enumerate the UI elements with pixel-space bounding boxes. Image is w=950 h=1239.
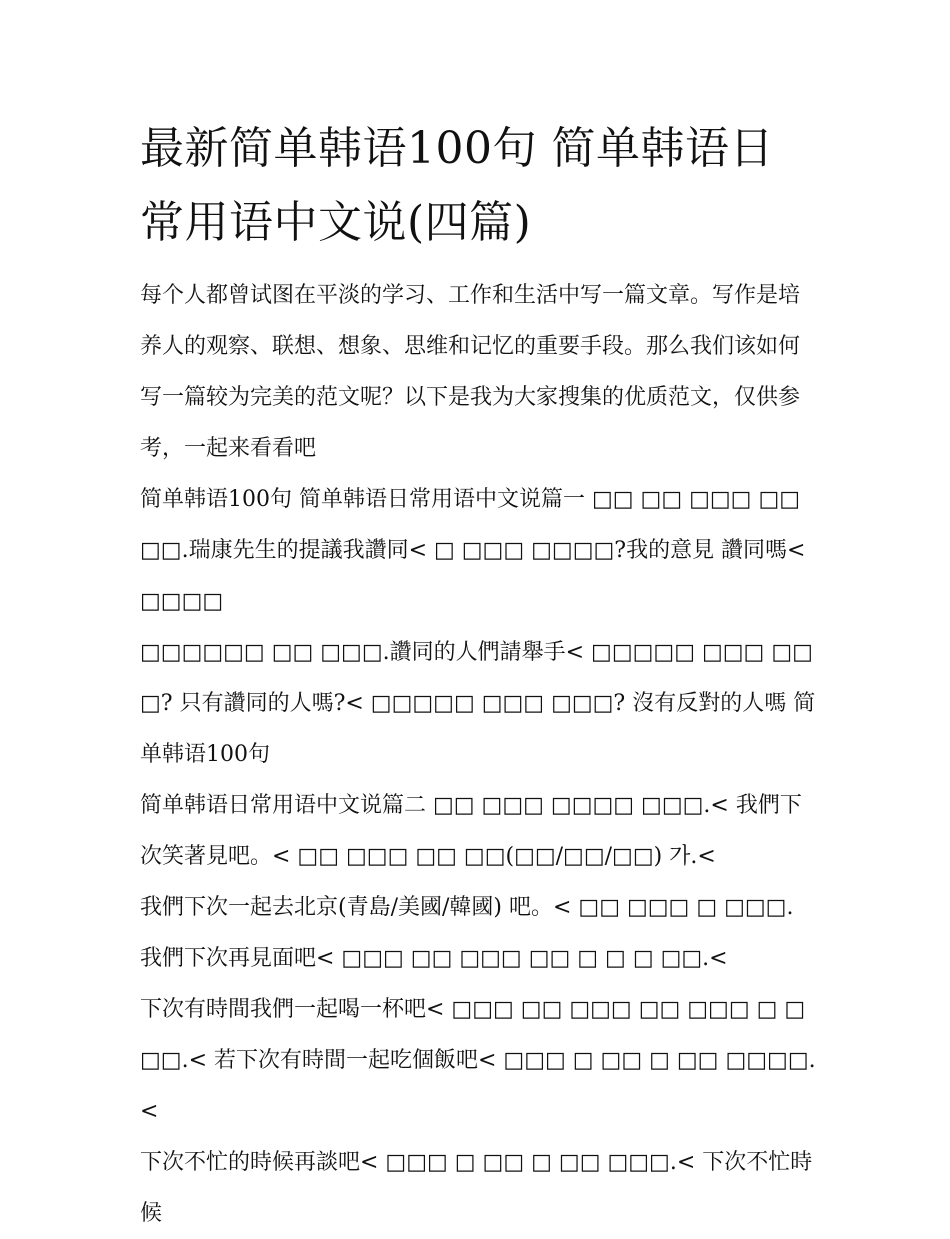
body-paragraph: 简单韩语日常用语中文说篇二 □□ □□□ □□□□ □□□.< 我們下次笑著見吧。< □□ □□□ □□ □□(□□/□□/□□) 가.< <box>140 793 802 869</box>
body-paragraph: 下次有時間我們一起喝一杯吧< □□□ □□ □□□ □□ □□□ □ □ □□.< 若下次有時間一起吃個飯吧< □□□ □ □□ □ □□ □□□□.< <box>140 997 816 1124</box>
body-paragraph: 下次不忙的時候再談吧< □□□ □ □□ □ □□ □□□.< 下次不忙時候 <box>140 1150 813 1226</box>
body-paragraph: 简单韩语100句 简单韩语日常用语中文说篇一 □□ □□ □□□ □□□□.瑞康先生的提議我讚同< □ □□□ □□□□?我的意見 讚同嗎< □□□□ <box>140 487 806 614</box>
document-title: 最新简单韩语100句 简单韩语日常用语中文说(四篇) <box>140 123 774 248</box>
document-page <box>140 112 816 1239</box>
body-paragraph: □□□□□□ □□ □□□.讚同的人們請舉手< □□□□□ □□□ □□□? 只有讚同的人嗎?< □□□□□ □□□ □□□? 沒有反對的人嗎 简单韩语100句 <box>140 640 816 767</box>
body-paragraph: 我們下次一起去北京(青島/美國/韓國) 吧。< □□ □□□ □ □□□. 我們下次再見面吧< □□□ □□ □□□ □□ □ □ □ □□.< <box>140 895 794 971</box>
intro-paragraph: 每个人都曾试图在平淡的学习、工作和生活中写一篇文章。写作是培养人的观察、联想、想象、思维和记忆的重要手段。那么我们该如何写一篇较为完美的范文呢？以下是我为大家搜集的优质范文，仅供参考，一起来看看吧 <box>140 283 801 461</box>
